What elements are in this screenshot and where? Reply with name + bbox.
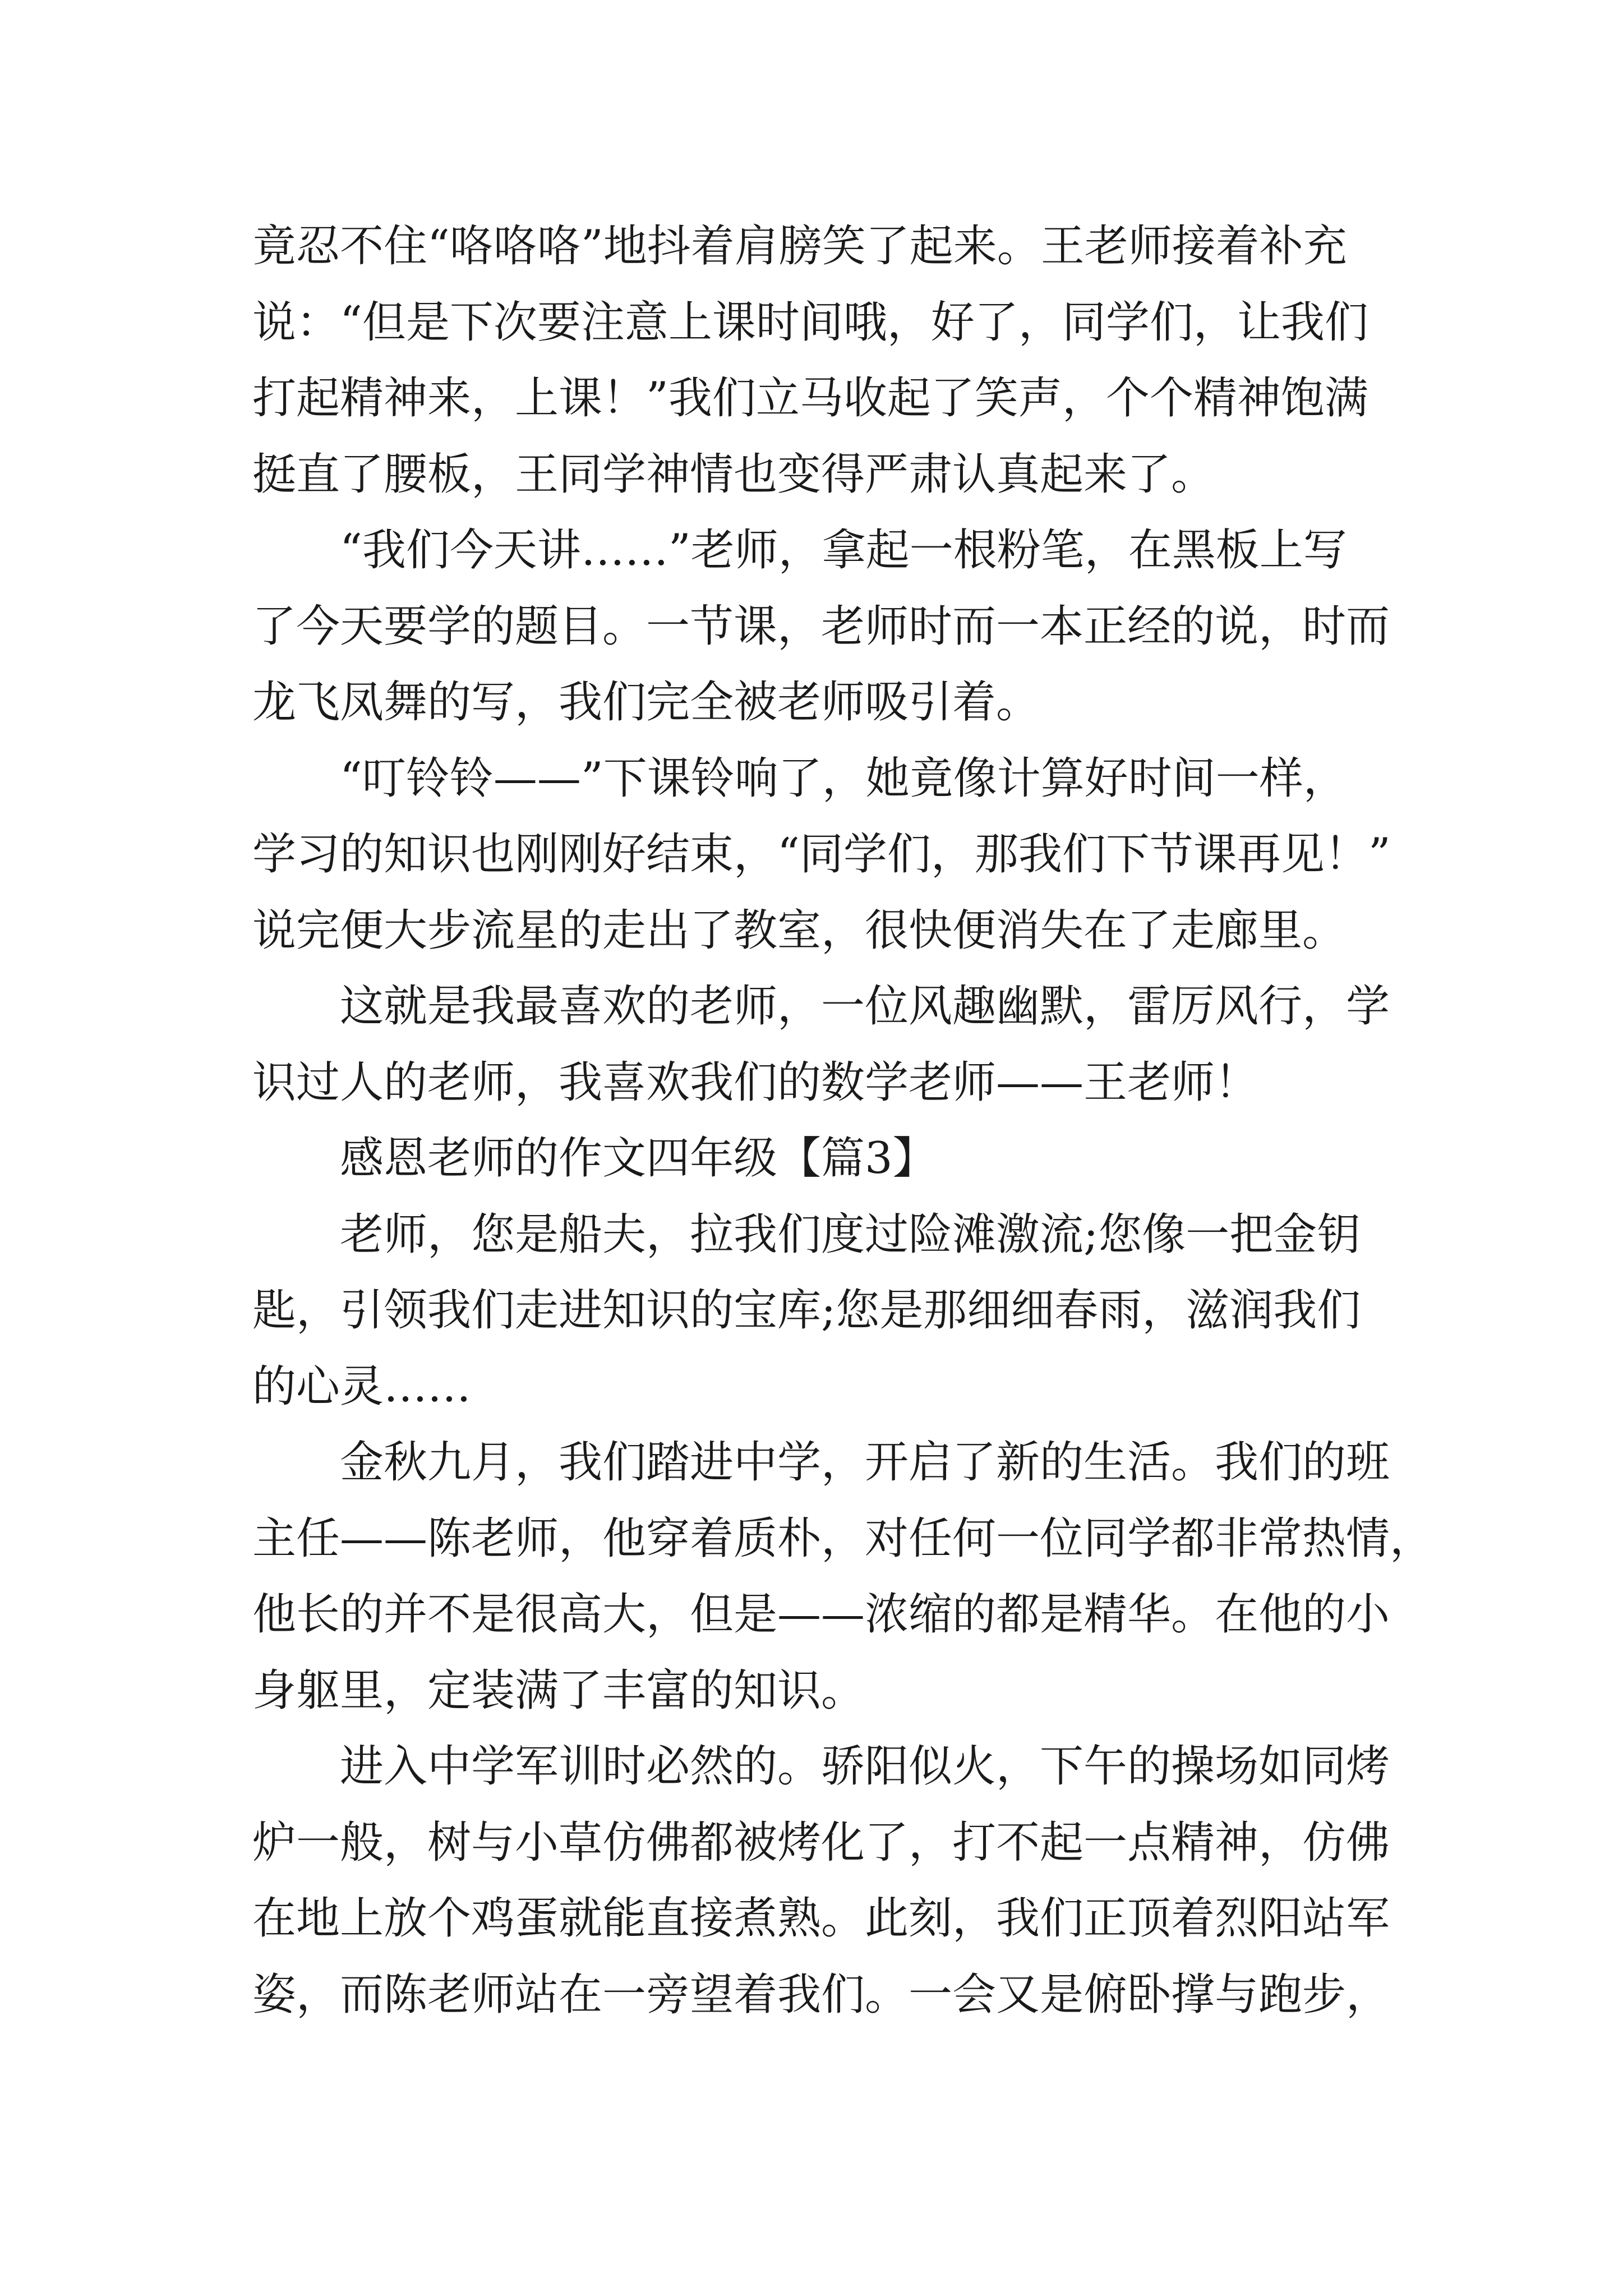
text-line: 姿，而陈老师站在一旁望着我们。一会又是俯卧撑与跑步， [252,1969,1390,2020]
text-line: 主任——陈老师，他穿着质朴，对任何一位同学都非常热情， [252,1513,1434,1564]
text-line: 识过人的老师，我喜欢我们的数学老师——王老师！ [252,1057,1259,1108]
text-line: 金秋九月，我们踏进中学，开启了新的生活。我们的班 [340,1437,1390,1488]
text-line: 进入中学军训时必然的。骄阳似火，下午的操场如同烤 [340,1741,1390,1792]
text-line: 老师，您是船夫，拉我们度过险滩激流;您像一把金钥 [340,1209,1361,1260]
text-line: 说完便大步流星的走出了教室，很快便消失在了走廊里。 [252,905,1347,956]
text-line: 炉一般，树与小草仿佛都被烤化了，打不起一点精神，仿佛 [252,1817,1390,1868]
text-line: 说：“但是下次要注意上课时间哦，好了，同学们，让我们 [252,297,1368,348]
text-line: 挺直了腰板，王同学神情也变得严肃认真起来了。 [252,449,1215,500]
text-line: 竟忍不住“咯咯咯”地抖着肩膀笑了起来。王老师接着补充 [252,221,1347,272]
text-line: 打起精神来，上课！”我们立马收起了笑声，个个精神饱满 [252,373,1368,424]
section-heading: 感恩老师的作文四年级【篇3】 [340,1133,937,1184]
text-line: 在地上放个鸡蛋就能直接煮熟。此刻，我们正顶着烈阳站军 [252,1893,1390,1944]
document-body [252,209,1434,2033]
text-line: 身躯里，定装满了丰富的知识。 [252,1665,865,1716]
text-line: “我们今天讲……”老师，拿起一根粉笔，在黑板上写 [340,525,1347,576]
text-line: 这就是我最喜欢的老师，一位风趣幽默，雷厉风行，学 [340,981,1390,1032]
text-line: “叮铃铃——”下课铃响了，她竟像计算好时间一样， [340,753,1347,804]
text-line: 学习的知识也刚刚好结束，“同学们，那我们下节课再见！” [252,829,1391,880]
text-line: 匙，引领我们走进知识的宝库;您是那细细春雨，滋润我们 [252,1285,1361,1336]
text-line: 龙飞凤舞的写，我们完全被老师吸引着。 [252,677,1040,728]
text-line: 他长的并不是很高大，但是——浓缩的都是精华。在他的小 [252,1589,1390,1640]
text-line: 的心灵…… [252,1361,472,1412]
text-line: 了今天要学的题目。一节课，老师时而一本正经的说，时而 [252,601,1390,652]
